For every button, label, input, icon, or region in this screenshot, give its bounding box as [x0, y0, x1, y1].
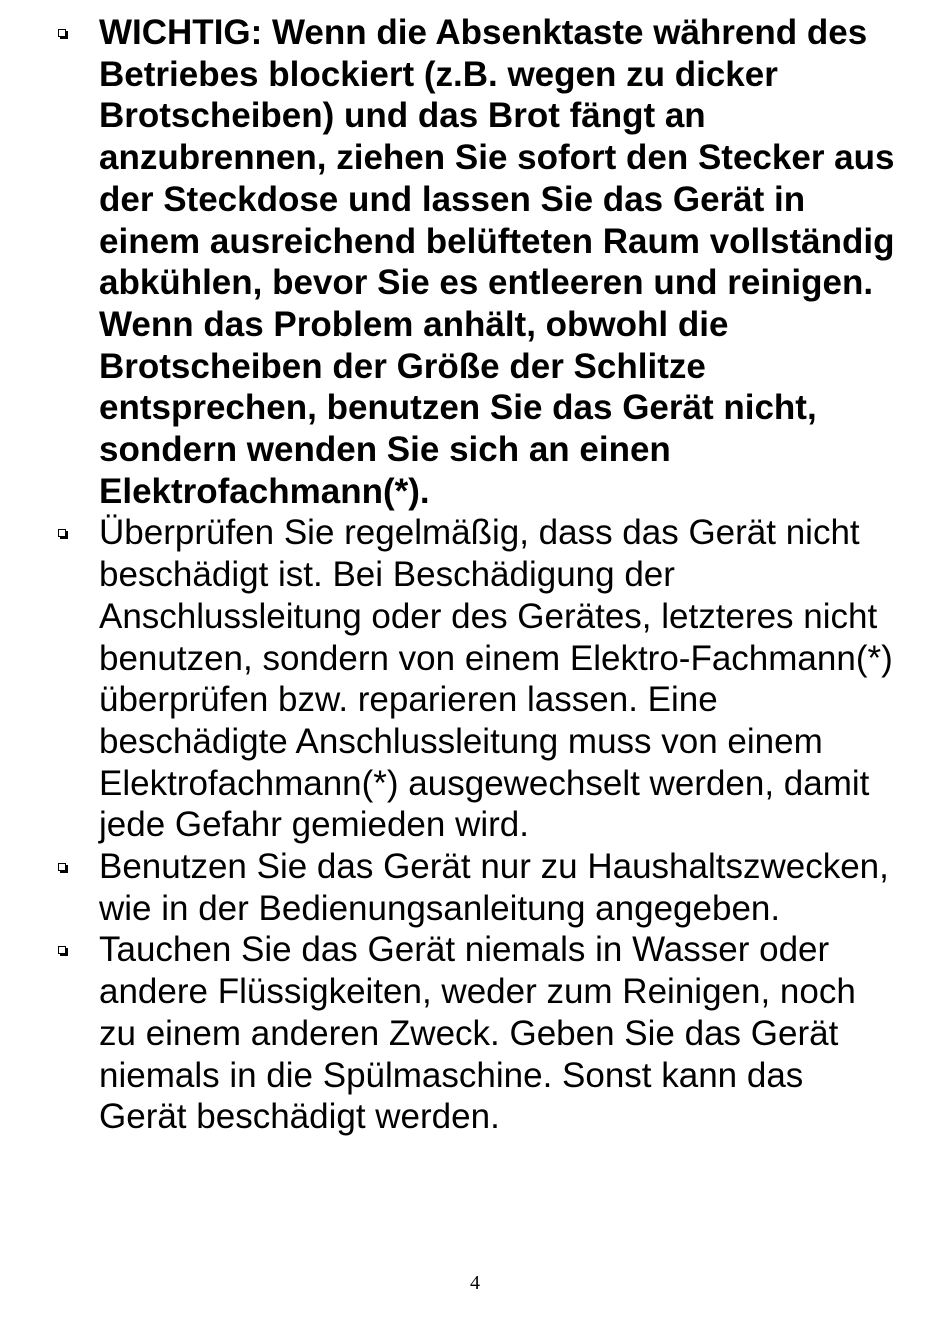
list-item-text: Tauchen Sie das Gerät niemals in Wasser oder andere Flüssigkeiten, weder zum Reinigen, noch zu einem anderen Zweck. Geben Sie das Gerät niemals in die Spülmaschine. Sonst kann das Gerät beschädigt werden. [99, 930, 856, 1137]
list-item-text: Überprüfen Sie regelmäßig, dass das Gerät nicht beschädigt ist. Bei Beschädigung der Anschlussleitung oder des Gerätes, letzteres nicht benutzen, sondern von einem Elektro-Fachmann(*) überprüfen bzw. reparieren lassen. Eine beschädigte Anschlussleitung muss von einem Elektrofachmann(*) ausgewechselt werden, damit jede Gefahr gemieden wird. [99, 513, 893, 845]
page-number: 4 [470, 1272, 480, 1294]
safety-instructions-list [0, 12, 950, 1138]
list-item-text: Benutzen Sie das Gerät nur zu Haushaltszwecken, wie in der Bedienungsanleitung angegeben. [99, 847, 889, 928]
checkbox-bullet-icon [58, 946, 66, 954]
list-item-text: WICHTIG: Wenn die Absenktaste während des Betriebes blockiert (z.B. wegen zu dicker Brotscheiben) und das Brot fängt an anzubrennen, ziehen Sie sofort den Stecker aus der Steckdose und lassen Sie das Gerät in einem ausreichend belüfteten Raum vollständig abkühlen, bevor Sie es entleeren und reinigen. Wenn das Problem anhält, obwohl die Brotscheiben der Größe der Schlitze entsprechen, benutzen Sie das Gerät nicht, sondern wenden Sie sich an einen Elektrofachmann(*). [99, 13, 895, 511]
list-item-water [0, 929, 950, 1138]
checkbox-bullet-icon [58, 29, 66, 37]
list-item-household-use [0, 846, 950, 929]
checkbox-bullet-icon [58, 529, 66, 537]
checkbox-bullet-icon [58, 863, 66, 871]
list-item-inspection [0, 512, 950, 846]
list-item-warning [0, 12, 950, 512]
